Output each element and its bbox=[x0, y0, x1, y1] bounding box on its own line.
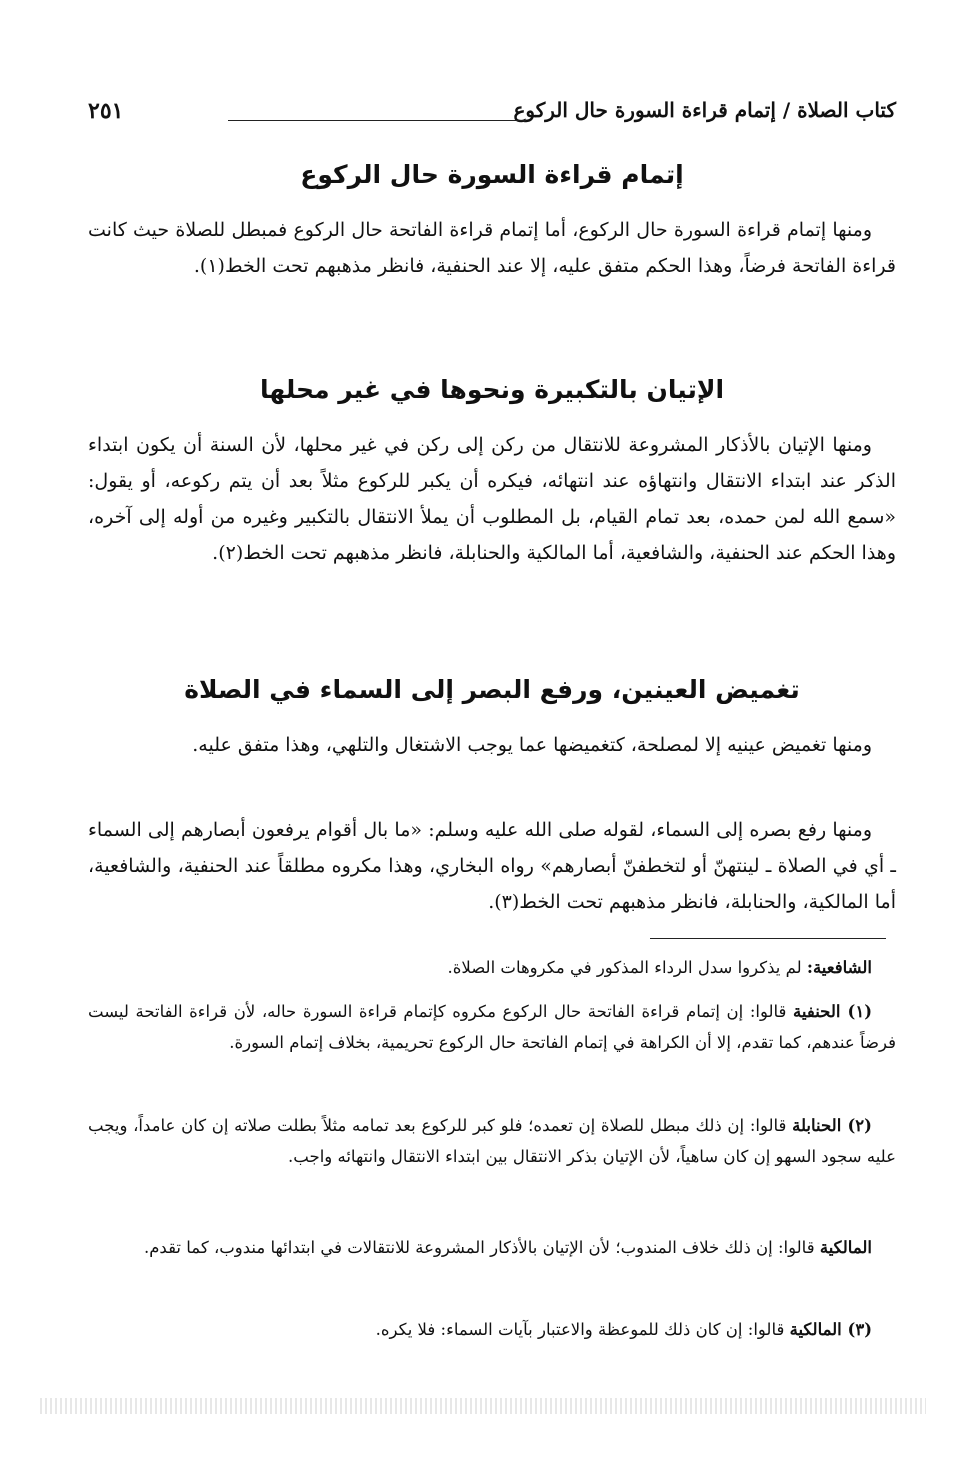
header-rule bbox=[228, 120, 526, 121]
footnote-label: (٣) المالكية bbox=[789, 1320, 872, 1339]
footnote-separator bbox=[650, 938, 886, 939]
section-heading: الإتيان بالتكبيرة ونحوها في غير محلها bbox=[259, 375, 725, 404]
footnote-text: قالوا: إن إتمام قراءة الفاتحة حال الركوع مكروه كإتمام قراءة السورة حاله، لأن قراءة الفاتحة ليست فرضاً عندهم، كما تقدم، إلا أن الكراهة في إتمام الفاتحة حال الركوع تحريمية، بخلاف إتمام السورة. bbox=[88, 1002, 896, 1052]
footnote bbox=[88, 1110, 896, 1172]
footnote-label: (٢) الحنابلة bbox=[792, 1116, 872, 1135]
body-paragraph: ومنها تغميض عينيه إلا لمصلحة، كتغميضها عما يوجب الاشتغال والتلهي، وهذا متفق عليه. bbox=[192, 734, 872, 756]
header-title: كتاب الصلاة / إتمام قراءة السورة حال الركوع bbox=[513, 98, 896, 122]
footnote bbox=[88, 952, 896, 983]
running-header bbox=[88, 98, 896, 132]
footnote-text: قالوا: إن ذلك مبطل للصلاة إن تعمده؛ فلو كبر للركوع بعد تمامه مثلاً بطلت صلاته إن كان عامداً، ويجب عليه سجود السهو إن كان ساهياً، لأن الإتيان بذكر الانتقال بين ابتداء الانتقال وانتهائه واجب. bbox=[88, 1116, 896, 1166]
page-number: ٢٥١ bbox=[88, 98, 124, 124]
footnote-label: (١) الحنفية bbox=[793, 1002, 872, 1021]
body-paragraph: ومنها الإتيان بالأذكار المشروعة للانتقال من ركن إلى ركن في غير محلها، لأن السنة أن يكون ابتداء الذكر عند ابتداء الانتقال وانتهاؤه عند انتهائه، فيكره أن يكبر للركوع مثلاً بعد أن يتم ركوعه، أو يقول: «سمع الله لمن حمده، بعد تمام القيام، بل المطلوب أن يملأ الانتقال بالتكبير وغيره من أوله إلى آخره، وهذا الحكم عند الحنفية، والشافعية، أما المالكية والحنابلة، فانظر مذهبهم تحت الخط(٢). bbox=[88, 434, 896, 564]
body-paragraph: ومنها رفع بصره إلى السماء، لقوله صلى الله عليه وسلم: «ما بال أقوام يرفعون أبصارهم إلى السماء ـ أي في الصلاة ـ لينتهنّ أو لتخطفنّ أبصارهم» رواه البخاري، وهذا مكروه مطلقاً عند الحنفية، والشافعية، أما المالكية، والحنابلة، فانظر مذهبهم تحت الخط(٣). bbox=[88, 819, 896, 913]
footnote-text: قالوا: إن كان ذلك للموعظة والاعتبار بآيات السماء: فلا يكره. bbox=[375, 1320, 790, 1339]
footnote bbox=[88, 1314, 896, 1345]
body-paragraph: ومنها إتمام قراءة السورة حال الركوع، أما إتمام قراءة الفاتحة حال الركوع فمبطل للصلاة حيث كانت قراءة الفاتحة فرضاً، وهذا الحكم متفق عليه، إلا عند الحنفية، فانظر مذهبهم تحت الخط(١). bbox=[88, 219, 896, 277]
footnote-text: لم يذكروا سدل الرداء المذكور في مكروهات الصلاة. bbox=[447, 958, 807, 977]
section-heading: إتمام قراءة السورة حال الركوع bbox=[300, 160, 684, 189]
footnote bbox=[88, 1232, 896, 1263]
footnote-label: المالكية bbox=[819, 1238, 872, 1257]
section-heading: تغميض العينين، ورفع البصر إلى السماء في الصلاة bbox=[184, 675, 800, 704]
scan-edge-noise bbox=[40, 1398, 926, 1414]
footnote bbox=[88, 996, 896, 1058]
footnote-label: الشافعية: bbox=[806, 958, 872, 977]
footnote-text: قالوا: إن ذلك خلاف المندوب؛ لأن الإتيان بالأذكار المشروعة للانتقالات في ابتدائها مندوب، كما تقدم. bbox=[143, 1238, 820, 1257]
